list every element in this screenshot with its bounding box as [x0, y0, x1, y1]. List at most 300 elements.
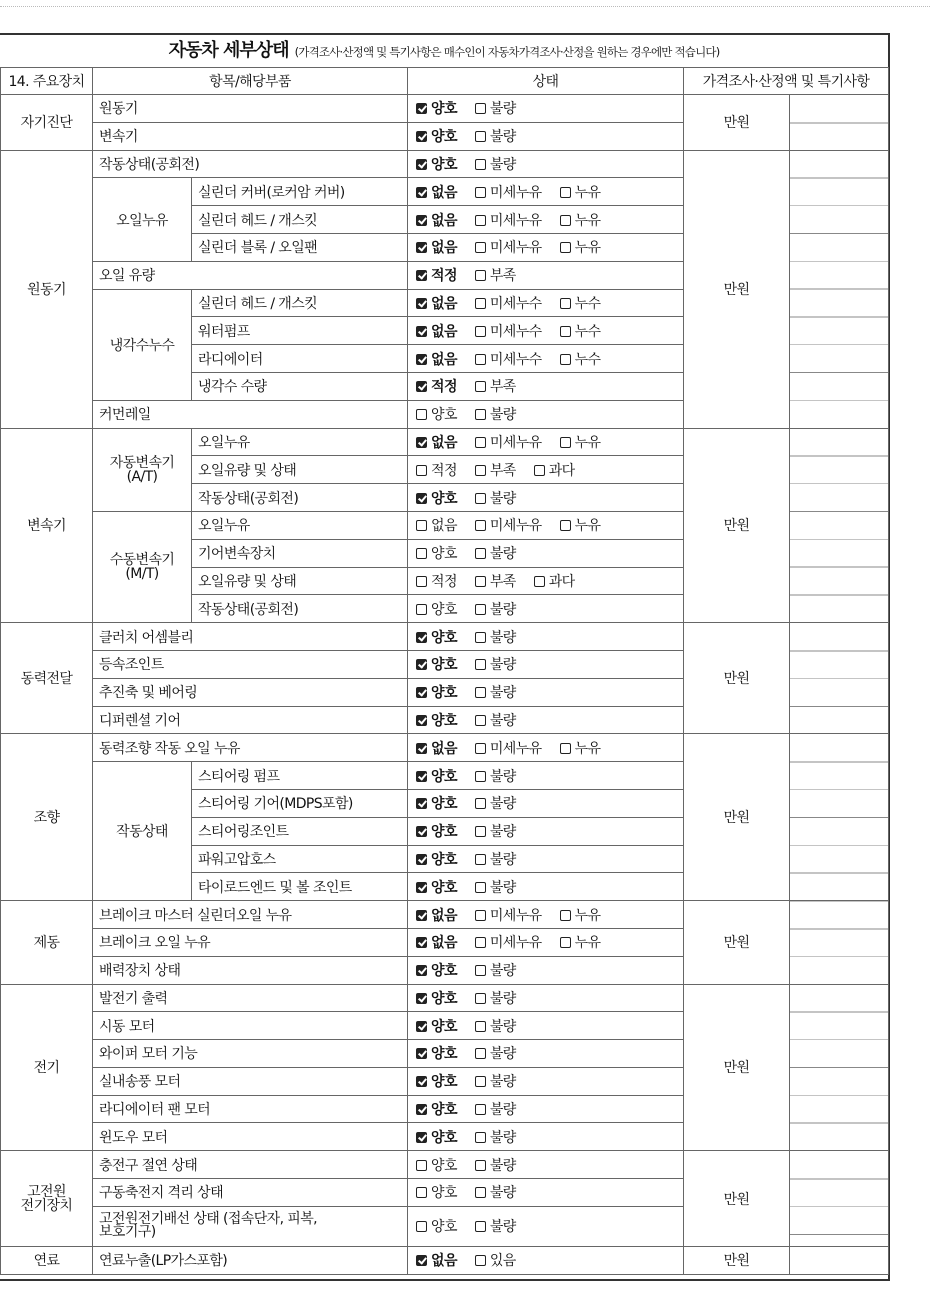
status-option[interactable] [475, 321, 542, 341]
status-option[interactable] [416, 488, 457, 508]
status-option-label: 미세누수 [489, 295, 542, 312]
header-status: 상태 [408, 68, 684, 95]
checked-checkbox-icon[interactable] [416, 1076, 427, 1087]
price-note[interactable] [790, 901, 889, 984]
status-option[interactable] [475, 738, 542, 758]
checked-checkbox-icon[interactable] [416, 1255, 427, 1266]
status-option[interactable] [416, 960, 457, 980]
status-option[interactable] [560, 515, 601, 535]
status-option-label: 없음 [431, 184, 457, 201]
checkbox-icon[interactable] [416, 1221, 427, 1232]
checkbox-icon[interactable] [475, 409, 486, 420]
status-options [408, 95, 684, 123]
status-option[interactable] [475, 98, 516, 118]
status-option[interactable] [475, 1071, 516, 1091]
checked-checkbox-icon[interactable] [416, 993, 427, 1004]
status-option[interactable] [475, 1099, 516, 1119]
status-options [408, 789, 684, 817]
status-option[interactable] [475, 627, 516, 647]
status-option[interactable] [416, 210, 457, 230]
status-option[interactable] [475, 265, 516, 285]
checkbox-icon[interactable] [475, 1048, 486, 1059]
price-unit: 만원 [684, 95, 790, 151]
checkbox-icon[interactable] [416, 604, 427, 615]
status-option[interactable] [416, 877, 457, 897]
status-option[interactable] [475, 432, 542, 452]
status-option[interactable] [475, 1155, 516, 1175]
status-option-label: 미세누유 [489, 240, 542, 257]
status-option-label: 불량 [489, 629, 516, 646]
checked-checkbox-icon[interactable] [416, 687, 427, 698]
checkbox-icon[interactable] [475, 965, 486, 976]
status-option[interactable] [560, 237, 601, 257]
checkbox-icon[interactable] [534, 465, 545, 476]
status-option[interactable] [560, 932, 601, 952]
status-option-label: 불량 [489, 1157, 516, 1174]
checkbox-icon[interactable] [416, 409, 427, 420]
status-option[interactable] [475, 126, 516, 146]
status-option[interactable] [475, 543, 516, 563]
checkbox-icon[interactable] [475, 215, 486, 226]
checkbox-icon[interactable] [475, 1187, 486, 1198]
checkbox-icon[interactable] [475, 687, 486, 698]
price-note[interactable] [790, 1151, 889, 1247]
status-option[interactable] [560, 905, 601, 925]
price-note[interactable] [790, 428, 889, 623]
checkbox-icon[interactable] [475, 242, 486, 253]
checkbox-icon[interactable] [560, 298, 571, 309]
status-option-label: 미세누유 [489, 212, 542, 229]
item-label: 동력조향 작동 오일 누유 [93, 734, 408, 762]
status-option[interactable] [416, 182, 457, 202]
checked-checkbox-icon[interactable] [416, 187, 427, 198]
status-option-label: 없음 [431, 518, 457, 535]
checkbox-icon[interactable] [475, 576, 486, 587]
checkbox-icon[interactable] [475, 326, 486, 337]
checkbox-icon[interactable] [475, 437, 486, 448]
checkbox-icon[interactable] [475, 298, 486, 309]
status-option-label: 부족 [489, 268, 516, 285]
checked-checkbox-icon[interactable] [416, 965, 427, 976]
checkbox-icon[interactable] [475, 771, 486, 782]
status-options [408, 539, 684, 567]
checked-checkbox-icon[interactable] [416, 298, 427, 309]
status-option[interactable] [560, 432, 601, 452]
price-unit: 만원 [684, 623, 790, 734]
status-option[interactable] [416, 766, 457, 786]
status-option[interactable] [475, 793, 516, 813]
item-label: 스티어링 펌프 [192, 762, 408, 790]
checkbox-icon[interactable] [560, 242, 571, 253]
status-option-label: 적정 [431, 462, 457, 479]
status-options [408, 928, 684, 956]
price-note[interactable] [790, 95, 889, 151]
status-option[interactable] [475, 877, 516, 897]
status-option[interactable] [475, 988, 516, 1008]
status-option[interactable] [560, 293, 601, 313]
status-option[interactable] [560, 321, 601, 341]
status-option[interactable] [475, 1127, 516, 1147]
status-option[interactable] [475, 766, 516, 786]
checkbox-icon[interactable] [475, 937, 486, 948]
status-options [408, 901, 684, 929]
checked-checkbox-icon[interactable] [416, 1021, 427, 1032]
checkbox-icon[interactable] [560, 910, 571, 921]
checkbox-icon[interactable] [416, 520, 427, 531]
status-option-label: 불량 [489, 685, 516, 702]
price-note[interactable] [790, 623, 889, 734]
item-label: 실내송풍 모터 [93, 1067, 408, 1095]
checkbox-icon[interactable] [475, 465, 486, 476]
checkbox-icon[interactable] [560, 437, 571, 448]
status-option-label: 불량 [489, 1129, 516, 1146]
group-hv: 고전원 전기장치 [1, 1151, 93, 1247]
checked-checkbox-icon[interactable] [416, 493, 427, 504]
checked-checkbox-icon[interactable] [416, 632, 427, 643]
status-option-label: 불량 [489, 1219, 516, 1236]
checkbox-icon[interactable] [416, 576, 427, 587]
status-option-label: 부족 [489, 462, 516, 479]
checkbox-icon[interactable] [475, 493, 486, 504]
checkbox-icon[interactable] [416, 1187, 427, 1198]
checked-checkbox-icon[interactable] [416, 910, 427, 921]
status-option[interactable] [475, 960, 516, 980]
checkbox-icon[interactable] [475, 1160, 486, 1171]
status-option-label: 양호 [431, 768, 457, 785]
status-option[interactable] [475, 1182, 516, 1202]
status-option[interactable] [416, 738, 457, 758]
status-option-label: 누유 [574, 518, 601, 535]
status-option[interactable] [416, 349, 457, 369]
status-option[interactable] [475, 404, 516, 424]
status-option[interactable] [475, 1043, 516, 1063]
checkbox-icon[interactable] [560, 215, 571, 226]
checkbox-icon[interactable] [475, 187, 486, 198]
status-option[interactable] [475, 710, 516, 730]
checkbox-icon[interactable] [475, 632, 486, 643]
item-label: 기어변속장치 [192, 539, 408, 567]
checkbox-icon[interactable] [475, 659, 486, 670]
checkbox-icon[interactable] [475, 826, 486, 837]
checked-checkbox-icon[interactable] [416, 715, 427, 726]
checkbox-icon[interactable] [475, 381, 486, 392]
status-option-label: 불량 [489, 546, 516, 563]
checkbox-icon[interactable] [560, 326, 571, 337]
item-label: 작동상태(공회전) [93, 150, 408, 178]
status-option-label: 양호 [431, 629, 457, 646]
status-option-label: 불량 [489, 824, 516, 841]
checked-checkbox-icon[interactable] [416, 882, 427, 893]
checkbox-icon[interactable] [560, 743, 571, 754]
status-options [408, 845, 684, 873]
status-option[interactable] [416, 1155, 457, 1175]
status-option[interactable] [475, 849, 516, 869]
status-option[interactable] [475, 821, 516, 841]
price-unit: 만원 [684, 150, 790, 428]
status-options [408, 484, 684, 512]
status-option[interactable] [560, 210, 601, 230]
status-option[interactable] [416, 1216, 457, 1236]
status-option[interactable] [416, 905, 457, 925]
checkbox-icon[interactable] [475, 715, 486, 726]
status-option-label: 불량 [489, 1185, 516, 1202]
checked-checkbox-icon[interactable] [416, 215, 427, 226]
checkbox-icon[interactable] [416, 465, 427, 476]
checked-checkbox-icon[interactable] [416, 854, 427, 865]
status-option-label: 미세누유 [489, 935, 542, 952]
checkbox-icon[interactable] [475, 1132, 486, 1143]
status-option[interactable] [416, 1071, 457, 1091]
subgroup-oil-leak: 오일누유 [93, 178, 192, 261]
status-option[interactable] [475, 182, 542, 202]
checkbox-icon[interactable] [560, 187, 571, 198]
status-option-label: 누수 [574, 323, 601, 340]
status-option[interactable] [416, 404, 457, 424]
status-option[interactable] [475, 571, 516, 591]
status-option-label: 미세누유 [489, 434, 542, 451]
checkbox-icon[interactable] [475, 520, 486, 531]
checked-checkbox-icon[interactable] [416, 242, 427, 253]
status-option[interactable] [416, 599, 457, 619]
header-item: 항목/해당부품 [93, 68, 408, 95]
status-option[interactable] [475, 654, 516, 674]
status-option[interactable] [475, 682, 516, 702]
status-option-label: 양호 [431, 129, 457, 146]
item-label: 실린더 헤드 / 개스킷 [192, 206, 408, 234]
status-option[interactable] [475, 488, 516, 508]
status-option[interactable] [416, 293, 457, 313]
status-option[interactable] [560, 182, 601, 202]
status-option-label: 불량 [489, 657, 516, 674]
status-option[interactable] [416, 154, 457, 174]
table-row [1, 623, 889, 651]
status-option[interactable] [416, 1099, 457, 1119]
checkbox-icon[interactable] [475, 910, 486, 921]
checkbox-icon[interactable] [475, 1221, 486, 1232]
checkbox-icon[interactable] [475, 159, 486, 170]
status-options [408, 650, 684, 678]
checked-checkbox-icon[interactable] [416, 1048, 427, 1059]
status-option[interactable] [416, 515, 457, 535]
status-options [408, 762, 684, 790]
status-options [408, 400, 684, 428]
checked-checkbox-icon[interactable] [416, 826, 427, 837]
status-options [408, 984, 684, 1012]
checkbox-icon[interactable] [416, 1160, 427, 1171]
status-option-label: 없음 [431, 212, 457, 229]
status-option-label: 누유 [574, 212, 601, 229]
status-option-label: 불량 [489, 1074, 516, 1091]
status-option-label: 누유 [574, 907, 601, 924]
checkbox-icon[interactable] [475, 604, 486, 615]
status-option[interactable] [416, 932, 457, 952]
status-option-label: 불량 [489, 1102, 516, 1119]
price-note[interactable] [790, 734, 889, 901]
checked-checkbox-icon[interactable] [416, 1104, 427, 1115]
status-option-label: 없음 [431, 907, 457, 924]
checkbox-icon[interactable] [475, 798, 486, 809]
status-option[interactable] [416, 682, 457, 702]
item-label: 실린더 헤드 / 개스킷 [192, 289, 408, 317]
status-option[interactable] [475, 599, 516, 619]
status-option[interactable] [416, 1043, 457, 1063]
checkbox-icon[interactable] [534, 576, 545, 587]
table-row [1, 95, 889, 123]
item-label: 라디에이터 팬 모터 [93, 1095, 408, 1123]
status-option[interactable] [416, 432, 457, 452]
price-note[interactable] [790, 150, 889, 428]
checkbox-icon[interactable] [475, 993, 486, 1004]
status-option[interactable] [416, 793, 457, 813]
checkbox-icon[interactable] [560, 520, 571, 531]
title-note: (가격조사·산정액 및 특기사항은 매수인이 자동차가격조사·산정을 원하는 경우에만 적습니다) [294, 45, 720, 59]
checked-checkbox-icon[interactable] [416, 743, 427, 754]
status-option[interactable] [534, 460, 575, 480]
price-unit: 만원 [684, 984, 790, 1151]
status-options [408, 956, 684, 984]
status-option-label: 불량 [489, 101, 516, 118]
checkbox-icon[interactable] [475, 103, 486, 114]
status-option[interactable] [416, 849, 457, 869]
checked-checkbox-icon[interactable] [416, 381, 427, 392]
checked-checkbox-icon[interactable] [416, 1132, 427, 1143]
status-option[interactable] [416, 988, 457, 1008]
price-note[interactable] [790, 984, 889, 1151]
status-option[interactable] [475, 932, 542, 952]
checkbox-icon[interactable] [475, 743, 486, 754]
checkbox-icon[interactable] [475, 548, 486, 559]
group-engine: 원동기 [1, 150, 93, 428]
group-brake: 제동 [1, 901, 93, 984]
status-option-label: 불량 [489, 1018, 516, 1035]
status-option[interactable] [416, 710, 457, 730]
price-unit: 만원 [684, 1151, 790, 1247]
checked-checkbox-icon[interactable] [416, 159, 427, 170]
item-label: 실린더 블록 / 오일팬 [192, 233, 408, 261]
status-option[interactable] [475, 293, 542, 313]
checkbox-icon[interactable] [560, 354, 571, 365]
checked-checkbox-icon[interactable] [416, 937, 427, 948]
status-option-label: 누유 [574, 935, 601, 952]
table-row [1, 1246, 889, 1274]
status-option[interactable] [475, 349, 542, 369]
status-options [408, 595, 684, 623]
status-options [408, 261, 684, 289]
checkbox-icon[interactable] [475, 1021, 486, 1032]
header-price: 가격조사·산정액 및 특기사항 [684, 68, 889, 95]
checkbox-icon[interactable] [475, 882, 486, 893]
checkbox-icon[interactable] [475, 270, 486, 281]
item-label: 커먼레일 [93, 400, 408, 428]
checkbox-icon[interactable] [475, 1104, 486, 1115]
status-option[interactable] [416, 321, 457, 341]
checked-checkbox-icon[interactable] [416, 771, 427, 782]
item-label: 오일누유 [192, 511, 408, 539]
status-options [408, 1067, 684, 1095]
status-option[interactable] [475, 1250, 516, 1270]
status-option[interactable] [416, 126, 457, 146]
status-option[interactable] [475, 460, 516, 480]
status-option[interactable] [475, 154, 516, 174]
status-option-label: 누유 [574, 740, 601, 757]
status-option[interactable] [475, 210, 542, 230]
item-label: 연료누출(LP가스포함) [93, 1246, 408, 1274]
status-option-label: 불량 [489, 407, 516, 424]
status-option[interactable] [560, 349, 601, 369]
status-option[interactable] [475, 376, 516, 396]
status-option-label: 양호 [431, 407, 457, 424]
table-row [1, 984, 889, 1012]
status-option[interactable] [475, 515, 542, 535]
status-option[interactable] [416, 1250, 457, 1270]
status-option-label: 없음 [431, 240, 457, 257]
checkbox-icon[interactable] [416, 548, 427, 559]
status-option[interactable] [416, 1127, 457, 1147]
status-option-label: 양호 [431, 685, 457, 702]
status-option[interactable] [475, 905, 542, 925]
checkbox-icon[interactable] [475, 354, 486, 365]
status-option-label: 불량 [489, 768, 516, 785]
status-option[interactable] [416, 237, 457, 257]
table-row [1, 428, 889, 456]
status-option[interactable] [416, 376, 457, 396]
status-option[interactable] [416, 1182, 457, 1202]
checked-checkbox-icon[interactable] [416, 437, 427, 448]
checked-checkbox-icon[interactable] [416, 131, 427, 142]
item-label: 등속조인트 [93, 650, 408, 678]
item-label: 스티어링 기어(MDPS포함) [192, 789, 408, 817]
checked-checkbox-icon[interactable] [416, 354, 427, 365]
status-option[interactable] [475, 1216, 516, 1236]
status-option[interactable] [416, 627, 457, 647]
price-note[interactable] [790, 1246, 889, 1274]
checkbox-icon[interactable] [475, 1076, 486, 1087]
checked-checkbox-icon[interactable] [416, 798, 427, 809]
status-option[interactable] [416, 1016, 457, 1036]
checkbox-icon[interactable] [560, 937, 571, 948]
status-option[interactable] [416, 654, 457, 674]
status-option-label: 불량 [489, 1046, 516, 1063]
status-option[interactable] [416, 265, 457, 285]
status-option-label: 누유 [574, 240, 601, 257]
status-option[interactable] [475, 1016, 516, 1036]
status-option[interactable] [416, 460, 457, 480]
checked-checkbox-icon[interactable] [416, 326, 427, 337]
status-option[interactable] [416, 821, 457, 841]
checkbox-icon[interactable] [475, 1255, 486, 1266]
subgroup-at: 자동변속기 (A/T) [93, 428, 192, 511]
checked-checkbox-icon[interactable] [416, 270, 427, 281]
status-option[interactable] [416, 98, 457, 118]
checked-checkbox-icon[interactable] [416, 659, 427, 670]
status-option[interactable] [560, 738, 601, 758]
status-option-label: 양호 [431, 990, 457, 1007]
group-fuel: 연료 [1, 1246, 93, 1274]
status-options [408, 372, 684, 400]
status-options [408, 1095, 684, 1123]
status-option[interactable] [475, 237, 542, 257]
status-option[interactable] [416, 571, 457, 591]
item-label: 시동 모터 [93, 1012, 408, 1040]
checkbox-icon[interactable] [475, 131, 486, 142]
status-option[interactable] [416, 543, 457, 563]
checked-checkbox-icon[interactable] [416, 103, 427, 114]
checkbox-icon[interactable] [475, 854, 486, 865]
status-option-label: 없음 [431, 935, 457, 952]
status-options [408, 456, 684, 484]
section-title [0, 35, 888, 67]
status-option[interactable] [534, 571, 575, 591]
